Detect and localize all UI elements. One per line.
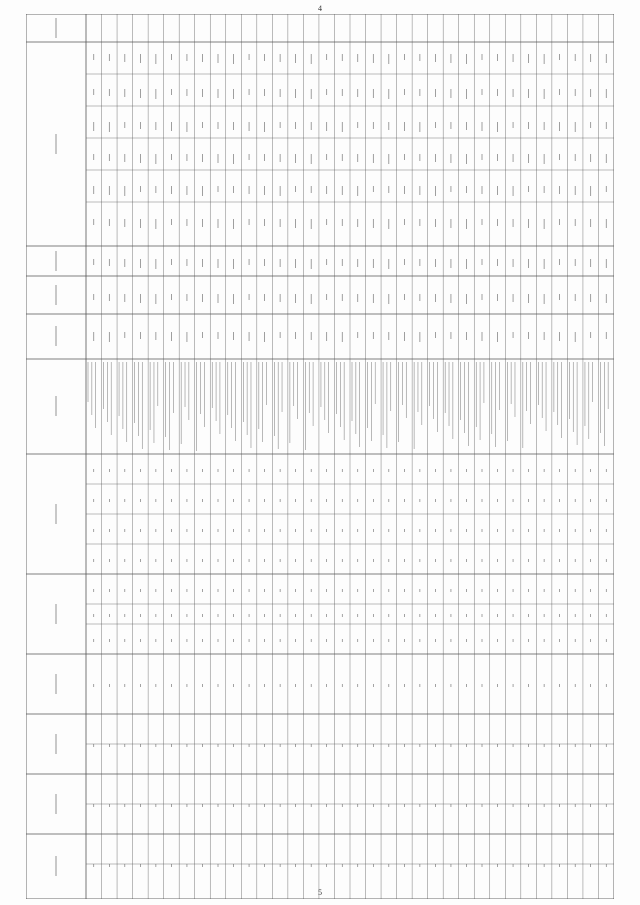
rotated-data-table (26, 14, 614, 899)
illegible-cell-contents (56, 18, 608, 876)
table-grid (26, 14, 614, 899)
page-number-bottom: 5 (318, 888, 322, 897)
table-border (26, 14, 614, 899)
page-number-top: 4 (318, 4, 322, 13)
